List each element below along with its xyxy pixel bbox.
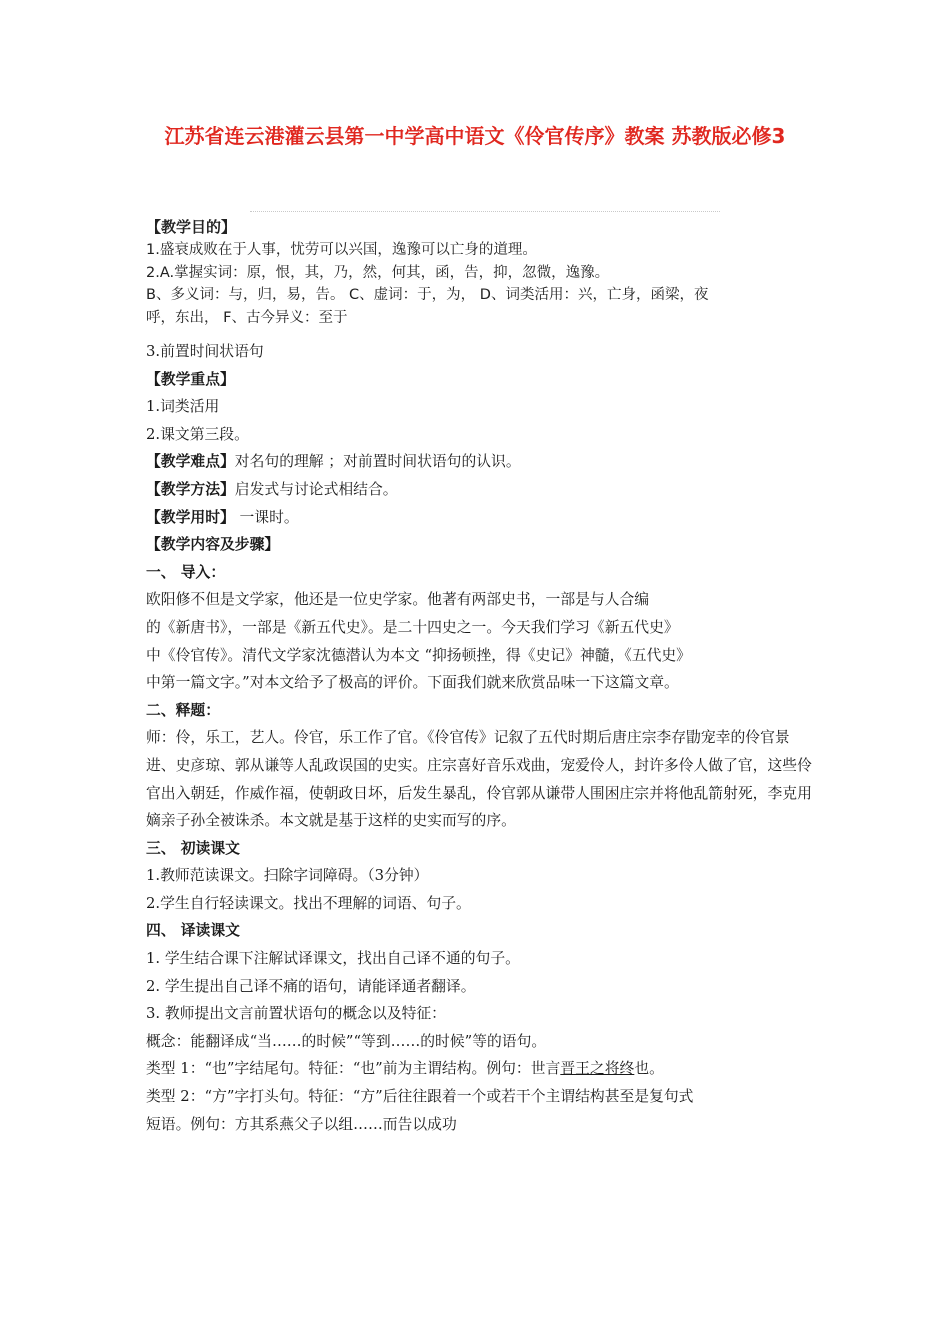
type1-text: 类型 1：“也”字结尾句。特征：“也”前为主谓结构。例句：世言 bbox=[146, 1060, 561, 1078]
section-heading-steps: 【教学内容及步骤】 bbox=[146, 536, 280, 554]
body-line: 2.学生自行轻读课文。找出不理解的词语、句子。 bbox=[146, 894, 471, 912]
type1-underlined-example: 晋王之将终 bbox=[560, 1060, 635, 1078]
teaching-objectives-block bbox=[146, 215, 826, 329]
method-text: 启发式与讨论式相结合。 bbox=[234, 480, 398, 498]
time-heading: 【教学用时】 bbox=[146, 508, 235, 526]
body-line: 1. 学生结合课下注解试译课文，找出自己译不通的句子。 bbox=[146, 950, 520, 968]
method-line bbox=[146, 476, 814, 504]
intro-line: 的《新唐书》，一部是《新五代史》。是二十四史之一。今天我们学习《新五代史》 bbox=[146, 618, 679, 636]
section-heading-explain: 二、释题： bbox=[146, 701, 220, 719]
objectives-line: 2.A.掌握实词：原，恨，其，乃，然，何其，函，告，抑，忽微，逸豫。 bbox=[146, 264, 610, 281]
body-line: 2.课文第三段。 bbox=[146, 425, 249, 443]
document-title: 江苏省连云港灌云县第一中学高中语文《伶官传序》教案 苏教版必修3 bbox=[164, 124, 786, 148]
body-line: 3.前置时间状语句 bbox=[146, 343, 264, 360]
section-heading-first-read: 三、 初读课文 bbox=[146, 839, 240, 857]
objectives-line: B、多义词：与，归，易，告。 C、虚词：于，为， D、词类活用：兴，亡身，函梁，夜 bbox=[146, 287, 709, 303]
explain-paragraph: 师：伶，乐工，艺人。伶官，乐工作了官。《伶官传》记叙了五代时期后唐庄宗李存勖宠幸的伶官景进、史彦琼、郭从谦等人乱政误国的史实。庄宗喜好音乐戏曲，宠爱伶人，封许多伶人做了官，这些伶官出入朝廷，作威作福，使朝政日坏，后发生暴乱，伶官郭从谦带人围困庄宗并将他乱箭射死，李克用嫡亲子孙全被诛杀。本文就是基于这样的史实而写的序。 bbox=[146, 729, 812, 830]
objectives-line: 1.盛衰成败在于人事，忧劳可以兴国，逸豫可以亡身的道理。 bbox=[146, 242, 537, 258]
document-body bbox=[146, 338, 814, 1138]
difficulty-line bbox=[146, 448, 814, 476]
objectives-heading: 【教学目的】 bbox=[146, 218, 237, 236]
body-line: 1.词类活用 bbox=[146, 398, 220, 416]
body-line: 2. 学生提出自己译不痛的语句，请能译通者翻译。 bbox=[146, 977, 476, 995]
difficulty-heading: 【教学难点】 bbox=[146, 453, 235, 471]
time-line bbox=[146, 504, 814, 532]
type2-line: 短语。例句：方其系燕父子以组……而告以成功 bbox=[146, 1115, 457, 1133]
body-line: 1.教师范读课文。扫除字词障碍。（3分钟） bbox=[146, 867, 429, 885]
body-line: 3. 教师提出文言前置状语句的概念以及特征： bbox=[146, 1005, 446, 1023]
section-heading-intro: 一、 导入： bbox=[146, 563, 226, 581]
intro-line: 欧阳修不但是文学家，他还是一位史学家。他著有两部史书，一部是与人合编 bbox=[146, 591, 650, 609]
intro-line: 中《伶官传》。清代文学家沈德潜认为本文 “抑扬顿挫，得《史记》神髓，《五代史》 bbox=[146, 646, 691, 664]
concept-line: 概念：能翻译成“当……的时候”“等到……的时候”等的语句。 bbox=[146, 1032, 547, 1050]
scan-artifact-line bbox=[250, 211, 720, 214]
type1-text-end: 也。 bbox=[634, 1060, 664, 1078]
time-text: 一课时。 bbox=[234, 508, 299, 526]
section-heading-key-points: 【教学重点】 bbox=[146, 370, 235, 388]
intro-line: 中第一篇文字。”对本文给予了极高的评价。下面我们就来欣赏品味一下这篇文章。 bbox=[146, 674, 679, 692]
type2-line: 类型 2：“方”字打头句。特征：“方”后往往跟着一个或若干个主谓结构甚至是复句式 bbox=[146, 1088, 694, 1106]
type1-line bbox=[146, 1055, 814, 1083]
method-heading: 【教学方法】 bbox=[146, 480, 235, 498]
section-heading-translate: 四、 译读课文 bbox=[146, 922, 240, 940]
difficulty-text: 对名句的理解 ；对前置时间状语句的认识。 bbox=[234, 453, 521, 471]
objectives-line: 呼，东出， F、古今异义：至于 bbox=[146, 309, 348, 326]
